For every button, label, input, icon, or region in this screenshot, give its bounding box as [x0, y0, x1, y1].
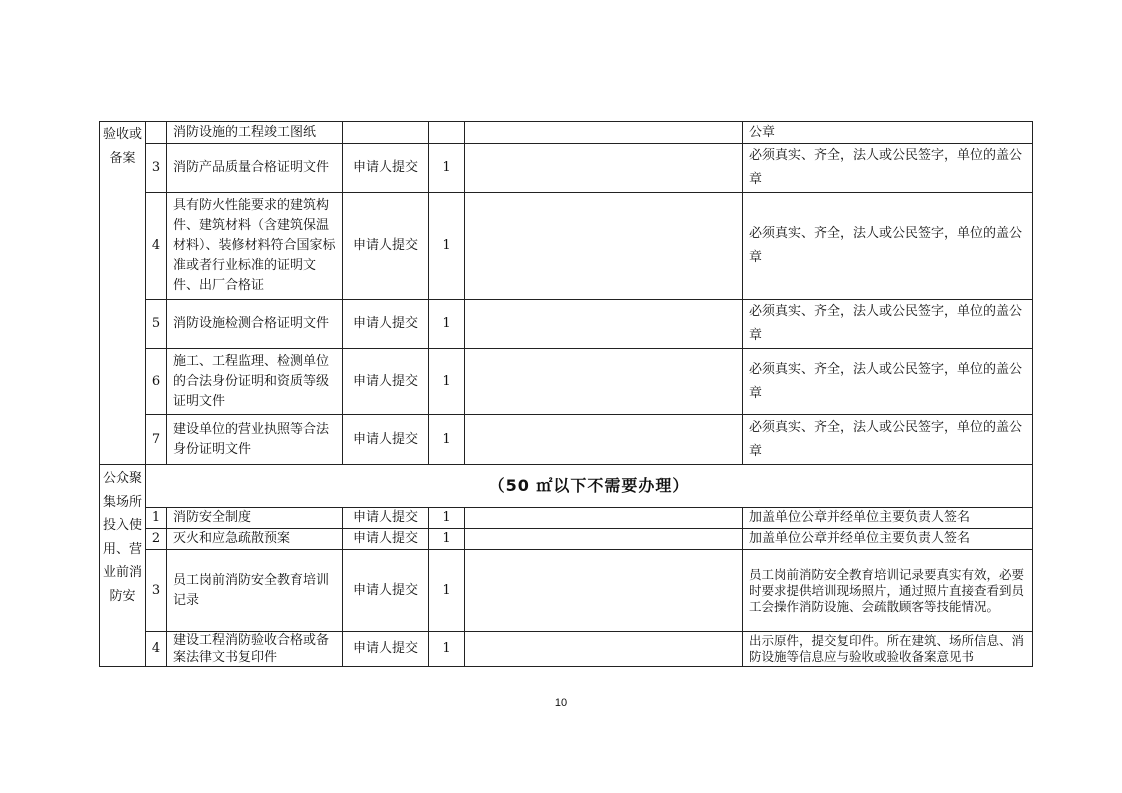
blank-cell — [465, 300, 743, 349]
table-row — [100, 300, 1033, 349]
row-number: 5 — [146, 300, 167, 349]
quantity-cell: 1 — [429, 508, 465, 529]
table-row — [100, 529, 1033, 550]
source-cell — [343, 122, 429, 144]
item-cell: 消防安全制度 — [167, 508, 343, 529]
quantity-cell — [429, 122, 465, 144]
note-cell: 加盖单位公章并经单位主要负责人签名 — [743, 529, 1033, 550]
notice-row — [100, 465, 1033, 508]
blank-cell — [465, 529, 743, 550]
row-number: 4 — [146, 193, 167, 300]
item-cell: 具有防火性能要求的建筑构件、建筑材料（含建筑保温材料）、装修材料符合国家标准或者行业标准的证明文件、出厂合格证 — [167, 193, 343, 300]
note-cell: 员工岗前消防安全教育培训记录要真实有效，必要时要求提供培训现场照片，通过照片直接查看到员工会操作消防设施、会疏散顾客等技能情况。 — [743, 550, 1033, 632]
quantity-cell: 1 — [429, 193, 465, 300]
row-number: 2 — [146, 529, 167, 550]
table-row — [100, 415, 1033, 465]
item-cell: 消防设施检测合格证明文件 — [167, 300, 343, 349]
item-cell: 消防产品质量合格证明文件 — [167, 144, 343, 193]
blank-cell — [465, 415, 743, 465]
table-row — [100, 632, 1033, 667]
quantity-cell: 1 — [429, 144, 465, 193]
blank-cell — [465, 122, 743, 144]
category-label: 公众聚集场所投入使用、营业前消防安 — [102, 471, 142, 604]
source-cell: 申请人提交 — [343, 349, 429, 415]
quantity-cell: 1 — [429, 300, 465, 349]
row-number: 4 — [146, 632, 167, 667]
quantity-cell: 1 — [429, 529, 465, 550]
item-cell: 建设工程消防验收合格或备案法律文书复印件 — [167, 632, 343, 667]
note-cell: 必须真实、齐全，法人或公民签字，单位的盖公章 — [743, 193, 1033, 300]
item-cell: 建设单位的营业执照等合法身份证明文件 — [167, 415, 343, 465]
note-cell: 公章 — [743, 122, 1033, 144]
quantity-cell: 1 — [429, 415, 465, 465]
item-cell: 施工、工程监理、检测单位的合法身份证明和资质等级证明文件 — [167, 349, 343, 415]
page-number: 10 — [554, 697, 568, 709]
item-cell: 员工岗前消防安全教育培训记录 — [167, 550, 343, 632]
category-cell — [100, 122, 146, 465]
source-cell: 申请人提交 — [343, 529, 429, 550]
note-cell: 必须真实、齐全，法人或公民签字，单位的盖公章 — [743, 144, 1033, 193]
row-number: 7 — [146, 415, 167, 465]
table-row — [100, 144, 1033, 193]
category-label: 验收或备案 — [102, 127, 142, 166]
row-number: 6 — [146, 349, 167, 415]
source-cell: 申请人提交 — [343, 550, 429, 632]
note-cell: 必须真实、齐全，法人或公民签字，单位的盖公章 — [743, 349, 1033, 415]
table-row — [100, 122, 1033, 144]
table-row — [100, 349, 1033, 415]
note-cell: 出示原件，提交复印件。所在建筑、场所信息、消防设施等信息应与验收或验收备案意见书 — [743, 632, 1033, 667]
row-number: 1 — [146, 508, 167, 529]
table-row — [100, 508, 1033, 529]
quantity-cell: 1 — [429, 349, 465, 415]
row-number: 3 — [146, 550, 167, 632]
item-cell: 灭火和应急疏散预案 — [167, 529, 343, 550]
note-cell: 必须真实、齐全，法人或公民签字，单位的盖公章 — [743, 300, 1033, 349]
quantity-cell: 1 — [429, 632, 465, 667]
row-number — [146, 122, 167, 144]
category-cell — [100, 465, 146, 667]
table-row — [100, 193, 1033, 300]
notice-text: （50 ㎡以下不需要办理） — [146, 465, 1033, 508]
blank-cell — [465, 193, 743, 300]
source-cell: 申请人提交 — [343, 144, 429, 193]
table-row — [100, 550, 1033, 632]
source-cell: 申请人提交 — [343, 300, 429, 349]
blank-cell — [465, 349, 743, 415]
quantity-cell: 1 — [429, 550, 465, 632]
blank-cell — [465, 632, 743, 667]
source-cell: 申请人提交 — [343, 415, 429, 465]
source-cell: 申请人提交 — [343, 508, 429, 529]
item-cell: 消防设施的工程竣工图纸 — [167, 122, 343, 144]
note-cell: 加盖单位公章并经单位主要负责人签名 — [743, 508, 1033, 529]
blank-cell — [465, 508, 743, 529]
blank-cell — [465, 550, 743, 632]
blank-cell — [465, 144, 743, 193]
note-cell: 必须真实、齐全，法人或公民签字，单位的盖公章 — [743, 415, 1033, 465]
source-cell: 申请人提交 — [343, 632, 429, 667]
source-cell: 申请人提交 — [343, 193, 429, 300]
row-number: 3 — [146, 144, 167, 193]
requirements-table — [99, 121, 1033, 667]
